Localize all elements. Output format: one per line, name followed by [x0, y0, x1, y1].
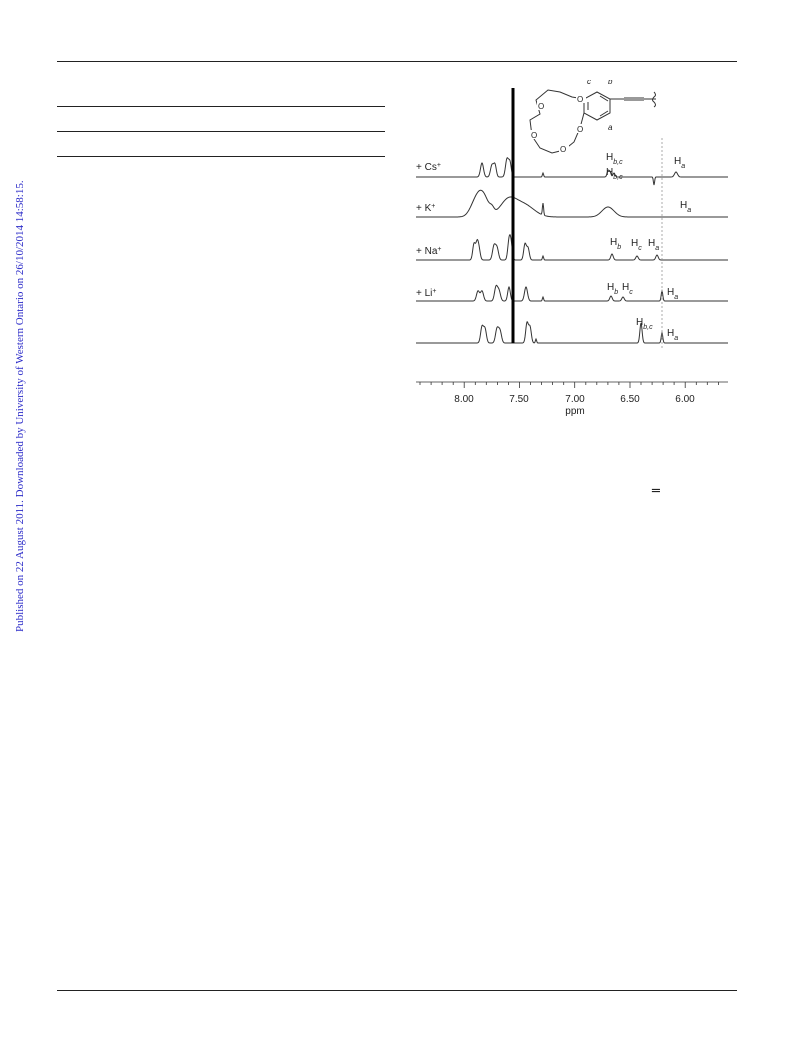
cation-label: + Li+ — [416, 287, 437, 299]
peak-label-ha: $H_a$ — [667, 328, 679, 342]
cation-label: + Na+ — [416, 245, 442, 257]
structure-labels — [531, 80, 613, 154]
axis-title: ppm — [565, 406, 585, 417]
spectrum-trace — [416, 235, 728, 260]
table-mid-rule — [57, 131, 385, 132]
peak-label-ha: $H_a$ — [648, 238, 660, 252]
axis-tick-label: 8.00 — [454, 394, 474, 405]
axis-tick-label: 7.50 — [509, 394, 529, 405]
peak-label-hc: $H_c$ — [622, 282, 633, 296]
oxygen-label: O — [538, 102, 545, 111]
cation-labels — [416, 162, 442, 300]
oxygen-label: O — [577, 95, 584, 104]
peak-label-ha: $H_a$ — [674, 156, 686, 170]
peak-label-ha: $H_a$ — [680, 200, 692, 214]
axis-tick-label: 6.50 — [620, 394, 640, 405]
position-label-a: a — [608, 123, 613, 132]
oxygen-label: O — [560, 145, 567, 154]
peak-label-hc: $H_c$ — [631, 238, 642, 252]
peak-label-hbc: $H_{b,c}$ — [636, 317, 653, 331]
position-label-b: b — [608, 80, 613, 86]
crown-ether-ring — [530, 90, 584, 153]
header-rule — [57, 61, 737, 62]
oxygen-label: O — [577, 125, 584, 134]
axis-tick-label: 6.00 — [675, 394, 695, 405]
triple-bond-symbol: ═ — [652, 484, 660, 499]
peak-label-hb: $H_b$ — [607, 282, 619, 296]
position-label-c: c — [587, 80, 591, 86]
oxygen-label: O — [531, 131, 538, 140]
nmr-figure-svg — [412, 80, 742, 425]
crown-ether-structure — [530, 90, 656, 153]
cation-label: + Cs+ — [416, 161, 441, 173]
peak-label-ha: $H_a$ — [667, 287, 679, 301]
axis-ticks — [420, 382, 718, 388]
spectrum-trace — [416, 322, 728, 343]
peak-label-hbc: $H_{b,c}$ — [606, 167, 623, 181]
nmr-figure — [412, 80, 742, 425]
table-bottom-rule — [57, 156, 385, 157]
table-top-rule — [57, 106, 385, 107]
axis-tick-label: 7.00 — [565, 394, 585, 405]
ppm-axis — [416, 382, 728, 417]
download-citation[interactable]: Published on 22 August 2011. Downloaded by University of Western Ontario on 26/10/2014 14:58:15. — [14, 180, 26, 632]
cation-label: + K+ — [416, 202, 436, 214]
spectra-group — [416, 158, 728, 343]
peak-labels — [606, 152, 691, 342]
peak-label-hbc: $H_{b,c}$ — [606, 152, 623, 166]
footer-rule — [57, 990, 737, 991]
peak-label-hb: $H_b$ — [610, 237, 622, 251]
spectrum-trace — [416, 285, 728, 301]
